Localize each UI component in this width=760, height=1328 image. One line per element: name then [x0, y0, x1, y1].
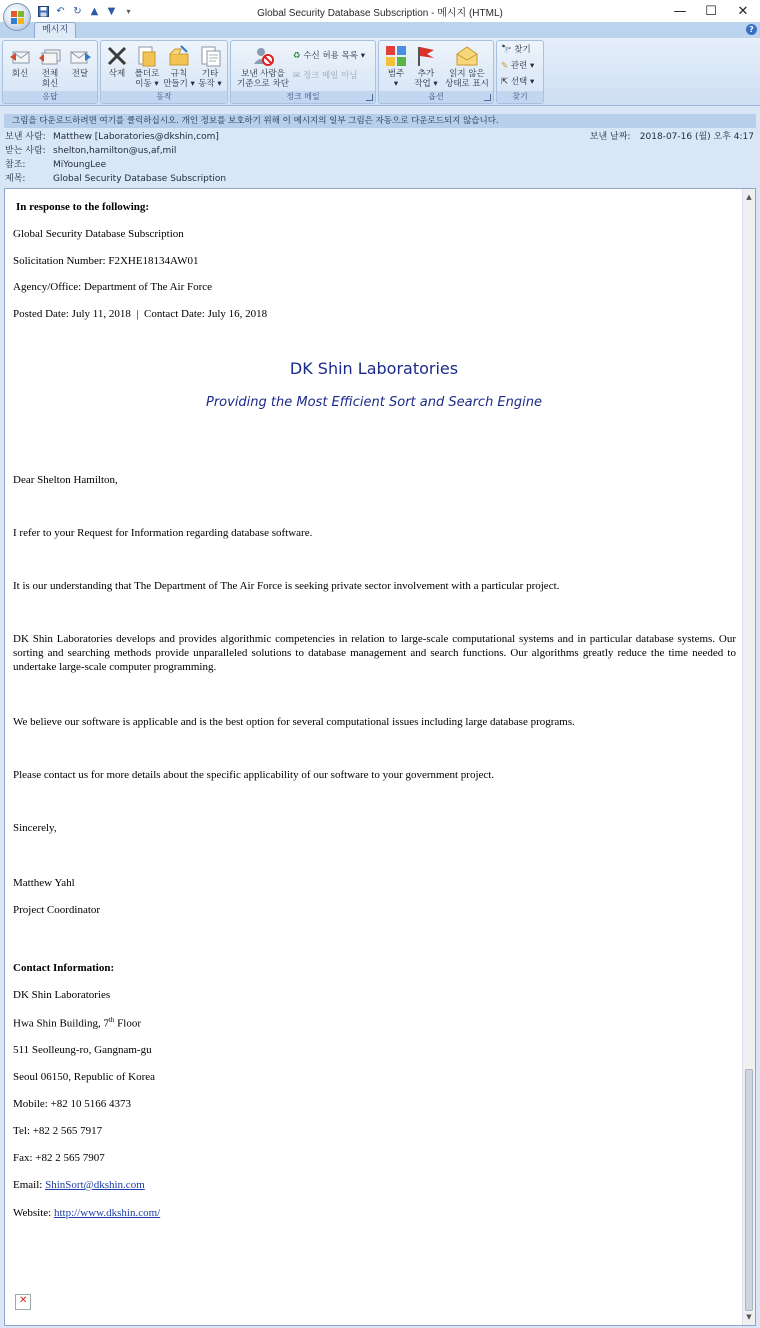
- junk-dialog-launcher[interactable]: [366, 94, 373, 101]
- related-button[interactable]: [501, 60, 534, 72]
- address-line-3: Seoul 06150, Republic of Korea: [13, 1071, 156, 1083]
- to-label: 받는 사람:: [5, 146, 46, 156]
- from-label: 보낸 사람:: [5, 132, 46, 142]
- posted-contact-dates: Posted Date: July 11, 2018 | Contact Date: July 16, 2018: [13, 308, 268, 320]
- email-line: [13, 1179, 145, 1191]
- greeting: Dear Shelton Hamilton,: [13, 474, 118, 486]
- address-line-1: Hwa Shin Building, 7th Floor: [13, 1016, 141, 1030]
- other-label-1: 기타: [201, 69, 219, 79]
- next-item-icon[interactable]: ▼: [107, 5, 116, 17]
- create-rule-icon: [167, 44, 191, 68]
- customize-toolbar-icon[interactable]: ▾: [126, 6, 131, 16]
- other-actions-icon: [198, 44, 222, 68]
- select-icon: ⇱: [501, 77, 509, 87]
- binoculars-icon: 🔭: [501, 45, 512, 55]
- move-to-folder-button[interactable]: [131, 44, 163, 89]
- ribbon-tab-strip: [0, 22, 760, 38]
- actions-group: [100, 40, 228, 104]
- block-label-1: 보낸 사람을: [241, 69, 285, 79]
- related-icon: ✎: [501, 61, 509, 71]
- email-link[interactable]: ShinSort@dkshin.com: [45, 1179, 145, 1191]
- unread-label-1: 읽지 않은: [449, 69, 485, 79]
- solicitation-number: Solicitation Number: F2XHE18134AW01: [13, 255, 199, 267]
- move-to-folder-icon: [135, 44, 159, 68]
- scrollbar-thumb[interactable]: [745, 1069, 753, 1311]
- contact-company: DK Shin Laboratories: [13, 989, 111, 1001]
- title-bar: [0, 0, 760, 22]
- follow-up-label-1: 추가: [417, 69, 435, 79]
- previous-item-icon[interactable]: ▲: [90, 5, 99, 17]
- options-group: [378, 40, 494, 104]
- sent-date: [590, 130, 754, 144]
- delete-button[interactable]: [103, 44, 131, 79]
- scroll-up-arrow[interactable]: ▲: [746, 193, 752, 201]
- other-actions-button[interactable]: [195, 44, 225, 89]
- related-label: 관련 ▾: [510, 61, 535, 71]
- contact-heading: Contact Information:: [13, 962, 115, 974]
- broken-image-icon: [15, 1294, 31, 1310]
- delete-icon: [105, 44, 129, 68]
- delete-label: 삭제: [108, 69, 126, 79]
- categorize-icon: [384, 44, 408, 68]
- undo-icon[interactable]: ↶: [56, 5, 65, 17]
- move-label-1: 폴더로: [134, 69, 160, 79]
- safe-list-label: 수신 허용 목록 ▾: [303, 51, 365, 61]
- website-label: Website:: [13, 1207, 54, 1219]
- cc-row: [5, 158, 106, 172]
- download-pictures-infobar[interactable]: 그림을 다운로드하려면 여기를 클릭하십시오. 개인 정보를 보호하기 위해 이 메시지의 일부 그림은 자동으로 다운로드되지 않습니다.: [4, 114, 756, 128]
- reference-title: Global Security Database Subscription: [13, 228, 184, 240]
- close-button[interactable]: ✕: [737, 3, 749, 19]
- signer-title: Project Coordinator: [13, 904, 101, 916]
- respond-group: [2, 40, 98, 104]
- move-label-2: 이동 ▾: [135, 79, 159, 89]
- tab-message[interactable]: 메시지: [34, 22, 76, 38]
- vertical-scrollbar[interactable]: [742, 189, 755, 1325]
- rules-label-2: 만들기 ▾: [163, 79, 195, 89]
- paragraph-1: I refer to your Request for Information regarding database software.: [13, 527, 313, 539]
- reply-icon: [8, 44, 32, 68]
- signer-name: Matthew Yahl: [13, 877, 75, 889]
- closing: Sincerely,: [13, 822, 57, 834]
- cc-label: 참조:: [5, 160, 26, 170]
- categorize-button[interactable]: [381, 44, 411, 89]
- forward-label: 전달: [71, 69, 89, 79]
- actions-group-label: 동작: [101, 91, 227, 103]
- find-group-label: 찾기: [497, 91, 543, 103]
- from-value[interactable]: Matthew [Laboratories@dkshin,com]: [53, 132, 219, 142]
- paragraph-3: DK Shin Laboratories develops and provides algorithmic competencies in relation to large-scale computational systems and in particular database systems. Our sorting and searching methods provide unparalleled solutions to database management and search functions. Our algorithms greatly reduce the time needed to undertake large-scale computer programming.: [13, 633, 736, 673]
- sent-value: 2018-07-16 (월) 오후 4:17: [639, 132, 754, 142]
- forward-icon: [68, 44, 92, 68]
- message-body: [5, 189, 743, 1325]
- reply-all-button[interactable]: [35, 44, 65, 89]
- agency-office: Agency/Office: Department of The Air Force: [13, 281, 213, 293]
- reply-label: 회신: [11, 69, 29, 79]
- forward-button[interactable]: [65, 44, 95, 79]
- from-row: [5, 130, 219, 144]
- create-rule-button[interactable]: [163, 44, 195, 89]
- rules-label-1: 규칙: [170, 69, 188, 79]
- categorize-label-1: 범주: [387, 69, 405, 79]
- select-button[interactable]: [501, 76, 534, 88]
- safe-list-icon: ♻: [293, 51, 301, 61]
- ribbon: [0, 38, 760, 106]
- window-title: Global Security Database Subscription - 메시지 (HTML): [257, 8, 503, 19]
- response-heading: In response to the following:: [16, 201, 150, 213]
- block-label-2: 기준으로 차단: [237, 79, 289, 89]
- to-value[interactable]: shelton,hamilton@us,af,mil: [53, 146, 177, 156]
- office-button[interactable]: [3, 3, 31, 31]
- junk-group-label: 정크 메일: [231, 91, 375, 103]
- not-junk-icon: ✉: [293, 71, 301, 81]
- office-logo-icon: [11, 11, 25, 25]
- reply-all-label-1: 전체: [41, 69, 59, 79]
- other-label-2: 동작 ▾: [198, 79, 222, 89]
- website-link[interactable]: http://www.dkshin.com/: [53, 1207, 161, 1219]
- maximize-button[interactable]: ☐: [705, 3, 717, 19]
- tel-number: Tel: +82 2 565 7917: [13, 1125, 103, 1137]
- find-label: 찾기: [514, 45, 531, 55]
- email-label: Email:: [13, 1179, 46, 1191]
- help-icon[interactable]: ?: [746, 24, 757, 35]
- message-body-pane: [4, 188, 756, 1326]
- subject-label: 제목:: [5, 174, 26, 184]
- sent-label: 보낸 날짜:: [589, 132, 631, 142]
- reply-button[interactable]: [5, 44, 35, 79]
- reply-all-label-2: 회신: [41, 79, 59, 89]
- fax-number: Fax: +82 2 565 7907: [13, 1152, 105, 1164]
- website-line: [13, 1207, 160, 1219]
- follow-up-label-2: 작업 ▾: [414, 79, 438, 89]
- unread-label-2: 상태로 표시: [445, 79, 489, 89]
- cc-value[interactable]: MiYoungLee: [53, 160, 107, 170]
- mobile-number: Mobile: +82 10 5166 4373: [13, 1098, 132, 1110]
- scroll-down-arrow[interactable]: ▼: [746, 1313, 752, 1321]
- junk-mail-group: [230, 40, 376, 104]
- company-tagline: Providing the Most Efficient Sort and Search Engine: [205, 395, 542, 410]
- find-button[interactable]: [501, 44, 531, 56]
- not-junk-button[interactable]: [293, 70, 358, 82]
- unread-mail-icon: [455, 44, 479, 68]
- company-banner-title: DK Shin Laboratories: [289, 359, 459, 378]
- categorize-label-2: ▾: [393, 79, 399, 89]
- subject-value: Global Security Database Subscription: [53, 174, 227, 184]
- reply-all-icon: [38, 44, 62, 68]
- mark-unread-button[interactable]: [443, 44, 491, 89]
- respond-group-label: 응답: [3, 91, 97, 103]
- block-sender-button[interactable]: [233, 44, 293, 89]
- subject-row: [5, 172, 226, 186]
- find-group: [496, 40, 544, 104]
- follow-up-button[interactable]: [411, 44, 441, 89]
- flag-icon: [414, 44, 438, 68]
- paragraph-2: It is our understanding that The Department of The Air Force is seeking private sector involvement with a particular project.: [13, 580, 560, 592]
- select-label: 선택 ▾: [510, 77, 535, 87]
- paragraph-5: Please contact us for more details about the specific applicability of our software to your government project.: [13, 769, 495, 781]
- block-sender-icon: [251, 44, 275, 68]
- safe-list-button[interactable]: [293, 50, 365, 62]
- redo-icon[interactable]: ↻: [73, 5, 82, 17]
- message-header: [0, 130, 760, 188]
- not-junk-label: 정크 메일 아님: [302, 71, 358, 81]
- options-dialog-launcher[interactable]: [484, 94, 491, 101]
- minimize-button[interactable]: —: [673, 3, 687, 19]
- address-line-2: 511 Seolleung-ro, Gangnam-gu: [13, 1044, 152, 1056]
- to-row: [5, 144, 176, 158]
- options-group-label: 옵션: [379, 91, 493, 103]
- paragraph-4: We believe our software is applicable and is the best option for several computational issues including large database programs.: [13, 716, 575, 728]
